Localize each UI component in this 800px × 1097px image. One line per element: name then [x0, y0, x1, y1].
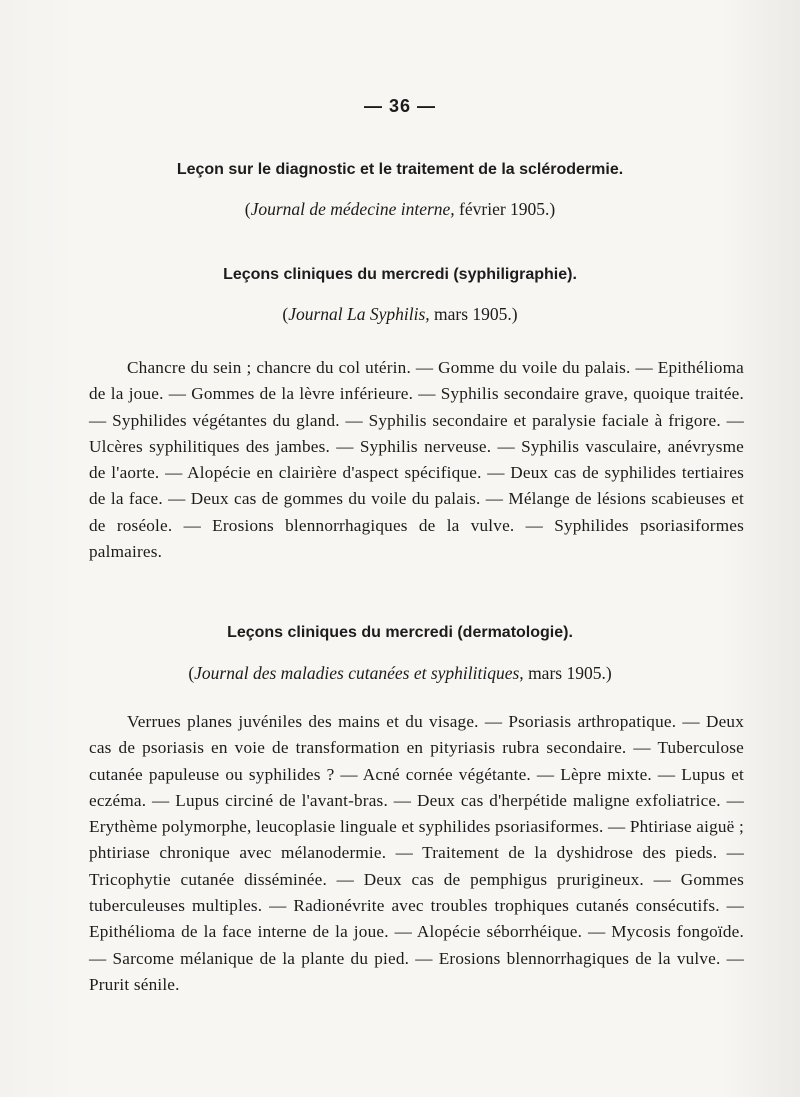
source-open: ( [282, 304, 289, 324]
source-open: ( [244, 199, 251, 219]
section-source-sclerodermie [0, 199, 800, 220]
section-source-dermatologie [0, 663, 800, 684]
source-journal: Journal La Syphilis, [288, 304, 430, 324]
section-body-syphiligraphie: Chancre du sein ; chancre du col utérin. — Gomme du voile du palais. — Epithélioma de la joue. — Gommes de la lèvre inférieure. — Syphilis secondaire grave, quoique traitée. — Syphilides végétantes du gland. — Syphilis secondaire et paralysie faciale à frigore. — Ulcères syphilitiques des jambes. — Syphilis nerveuse. — Syphilis vasculaire, anévrysme de l'aorte. — Alopécie en clairière d'aspect spécifique. — Deux cas de syphilides tertiaires de la face. — Deux cas de gommes du voile du palais. — Mélange de lésions scabieuses et de roséole. — Erosions blennorrhagiques de la vulve. — Syphilides psoriasiformes palmaires. [89, 358, 744, 562]
source-journal: Journal de médecine interne, [250, 199, 455, 219]
source-journal: Journal des maladies cutanées et syphilitiques, [194, 663, 524, 683]
section-body-dermatologie: Verrues planes juvéniles des mains et du visage. — Psoriasis arthropatique. — Deux cas de psoriasis en voie de transformation en pityriasis rubra secondaire. — Tuberculose cutanée papuleuse ou syphilides ? — Acné cornée végétante. — Lèpre mixte. — Lupus et eczéma. — Lupus circiné de l'avant-bras. — Deux cas d'herpétide maligne exfoliatrice. — Erythème polymorphe, leucoplasie linguale et syphilides psoriasiformes. — Phtiriase aiguë ; phtiriase chronique avec mélanodermie. — Traitement de la dyshidrose des pieds. — Tricophytie cutanée disséminée. — Deux cas de pemphigus prurigineux. — Gommes tuberculeuses multiples. — Radionévrite avec troubles trophiques cutanés consécutifs. — Epithélioma de la face interne de la joue. — Alopécie séborrhéique. — Mycosis fongoïde. — Sarcome mélanique de la plante du pied. — Erosions blennorrhagiques de la vulve. — Prurit sénile. [89, 712, 744, 994]
section-title-syphiligraphie: Leçons cliniques du mercredi (syphiligraphie). [223, 266, 577, 283]
section-title-sclerodermie: Leçon sur le diagnostic et le traitement de la sclérodermie. [176, 161, 624, 178]
source-date: février 1905.) [454, 199, 556, 219]
section-title-dermatologie: Leçons cliniques du mercredi (dermatologie). [227, 624, 573, 641]
section-source-syphiligraphie [0, 304, 800, 325]
source-date: mars 1905.) [429, 304, 518, 324]
source-open: ( [188, 663, 195, 683]
source-date: mars 1905.) [523, 663, 612, 683]
page-number: — 36 — [363, 96, 437, 116]
